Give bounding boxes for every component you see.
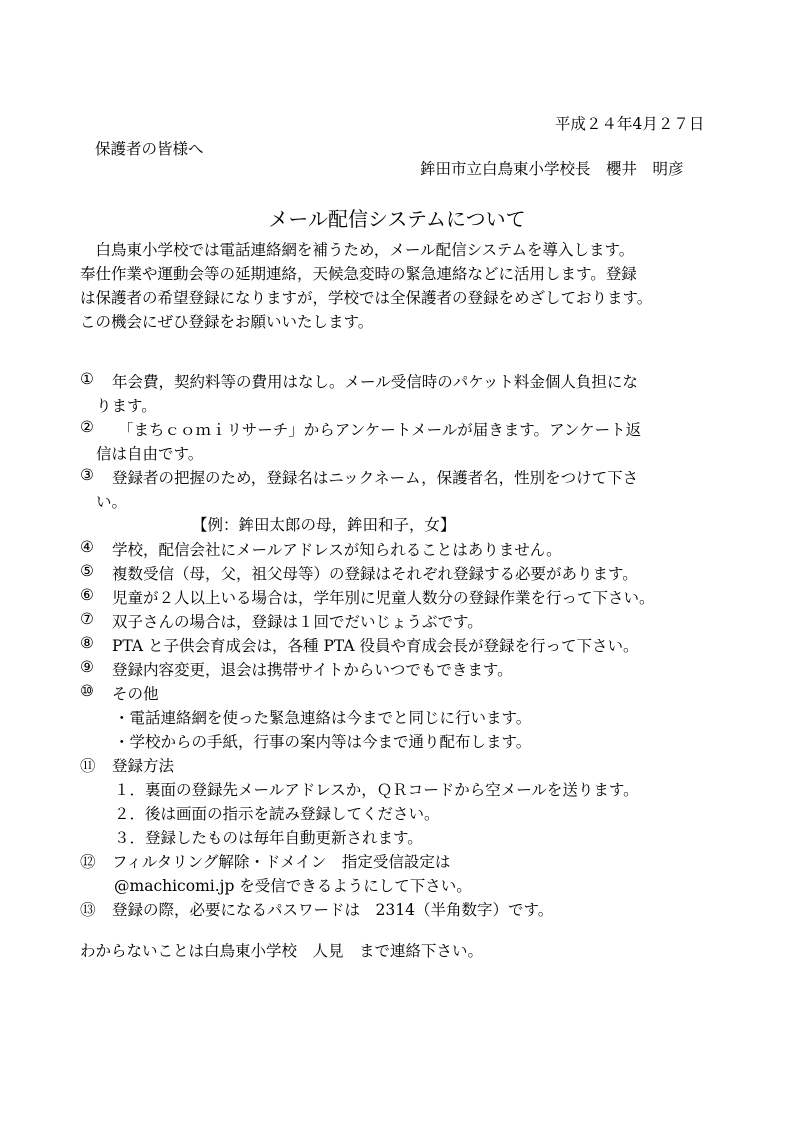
- item-text: その他: [112, 685, 159, 703]
- item-number: ④: [80, 538, 94, 556]
- contact-footer: わからないことは白鳥東小学校 人見 まで連絡下さい。: [80, 942, 484, 960]
- intro-line: この機会にぜひ登録をお願いいたします。: [80, 313, 374, 331]
- item-number: ①: [80, 370, 94, 388]
- list-item-5: [0, 562, 794, 586]
- intro-line: は保護者の希望登録になりますが，学校では全保護者の登録をめざしております。: [80, 289, 653, 307]
- item-text-continuation: @machicomi.jp を受信できるようにして下さい。: [114, 877, 472, 895]
- item-text: 登録の際，必要になるパスワードは 2314（半角数字）です。: [112, 901, 554, 919]
- list-item-3: [0, 466, 794, 490]
- list-item-10: [0, 682, 794, 706]
- list-item-4: [0, 538, 794, 562]
- list-item-11: [0, 754, 794, 778]
- document-title: メール配信システムについて: [268, 207, 526, 231]
- item-text-continuation: ります。: [96, 397, 157, 415]
- item-text: 登録方法: [112, 757, 175, 775]
- sub-item: ２．後は画面の指示を読み登録してください。: [114, 805, 440, 823]
- item-text-continuation: 信は自由です。: [96, 445, 204, 463]
- item-text: 「まちｃｏｍｉリサーチ」からアンケートメールが届きます。アンケート返: [118, 421, 642, 439]
- item-number: ⑨: [80, 658, 94, 676]
- item-number: ②: [80, 418, 94, 436]
- item-number: ⑬: [80, 901, 96, 919]
- sub-item: ・学校からの手紙，行事の案内等は今まで通り配布します。: [114, 733, 532, 751]
- item-text: 学校，配信会社にメールアドレスが知られることはありません。: [112, 541, 562, 559]
- item-text: PTA と子供会育成会は，各種 PTA 役員や育成会長が登録を行って下さい。: [112, 637, 639, 655]
- item-text: 年会費，契約料等の費用はなし。メール受信時のパケット料金個人負担にな: [112, 373, 638, 391]
- list-item-12: [0, 850, 794, 874]
- sub-item: ・電話連絡網を使った緊急連絡は今までと同じに行います。: [114, 709, 532, 727]
- item-text: 複数受信（母，父，祖父母等）の登録はそれぞれ登録する必要があります。: [112, 565, 638, 583]
- item-number: ⑥: [80, 586, 94, 604]
- item-number: ⑧: [80, 634, 94, 652]
- intro-line: 奉仕作業や運動会等の延期連絡，天候急変時の緊急連絡などに活用します。登録: [80, 265, 637, 283]
- recipient-line: 保護者の皆様へ: [95, 140, 204, 158]
- item-text: 双子さんの場合は，登録は１回でだいじょうぶです。: [112, 613, 483, 631]
- item-number: ⑫: [80, 853, 96, 871]
- list-item-2: [0, 418, 794, 442]
- list-item-8: [0, 634, 794, 658]
- item-text: フィルタリング解除・ドメイン 指定受信設定は: [112, 853, 451, 871]
- item-text: 登録内容変更，退会は携帯サイトからいつでもできます。: [112, 661, 513, 679]
- list-item-13: [0, 898, 794, 922]
- list-item-6: [0, 586, 794, 610]
- item-number: ⑤: [80, 562, 94, 580]
- item-text: 登録者の把握のため，登録名はニックネーム，保護者名，性別をつけて下さ: [112, 469, 639, 487]
- sender-line: 鉾田市立白鳥東小学校長 櫻井 明彦: [420, 160, 684, 178]
- list-item-9: [0, 658, 794, 682]
- example-note: 【例：鉾田太郎の母，鉾田和子，女】: [192, 516, 456, 534]
- sub-item: １．裏面の登録先メールアドレスか，ＱＲコードから空メールを送ります。: [114, 781, 639, 799]
- item-text-continuation: い。: [96, 493, 128, 511]
- intro-line: 白鳥東小学校では電話連絡網を補うため，メール配信システムを導入します。: [80, 241, 635, 259]
- item-number: ⑩: [80, 682, 94, 700]
- item-number: ⑦: [80, 610, 94, 628]
- document-date: 平成２４年4月２７日: [555, 115, 705, 133]
- list-item-1: [0, 370, 794, 394]
- sub-item: ３．登録したものは毎年自動更新されます。: [114, 829, 423, 847]
- intro-paragraph: [80, 238, 652, 334]
- item-text: 児童が２人以上いる場合は，学年別に児童人数分の登録作業を行って下さい。: [112, 589, 655, 607]
- item-number: ③: [80, 466, 94, 484]
- list-item-7: [0, 610, 794, 634]
- item-number: ⑪: [80, 757, 96, 775]
